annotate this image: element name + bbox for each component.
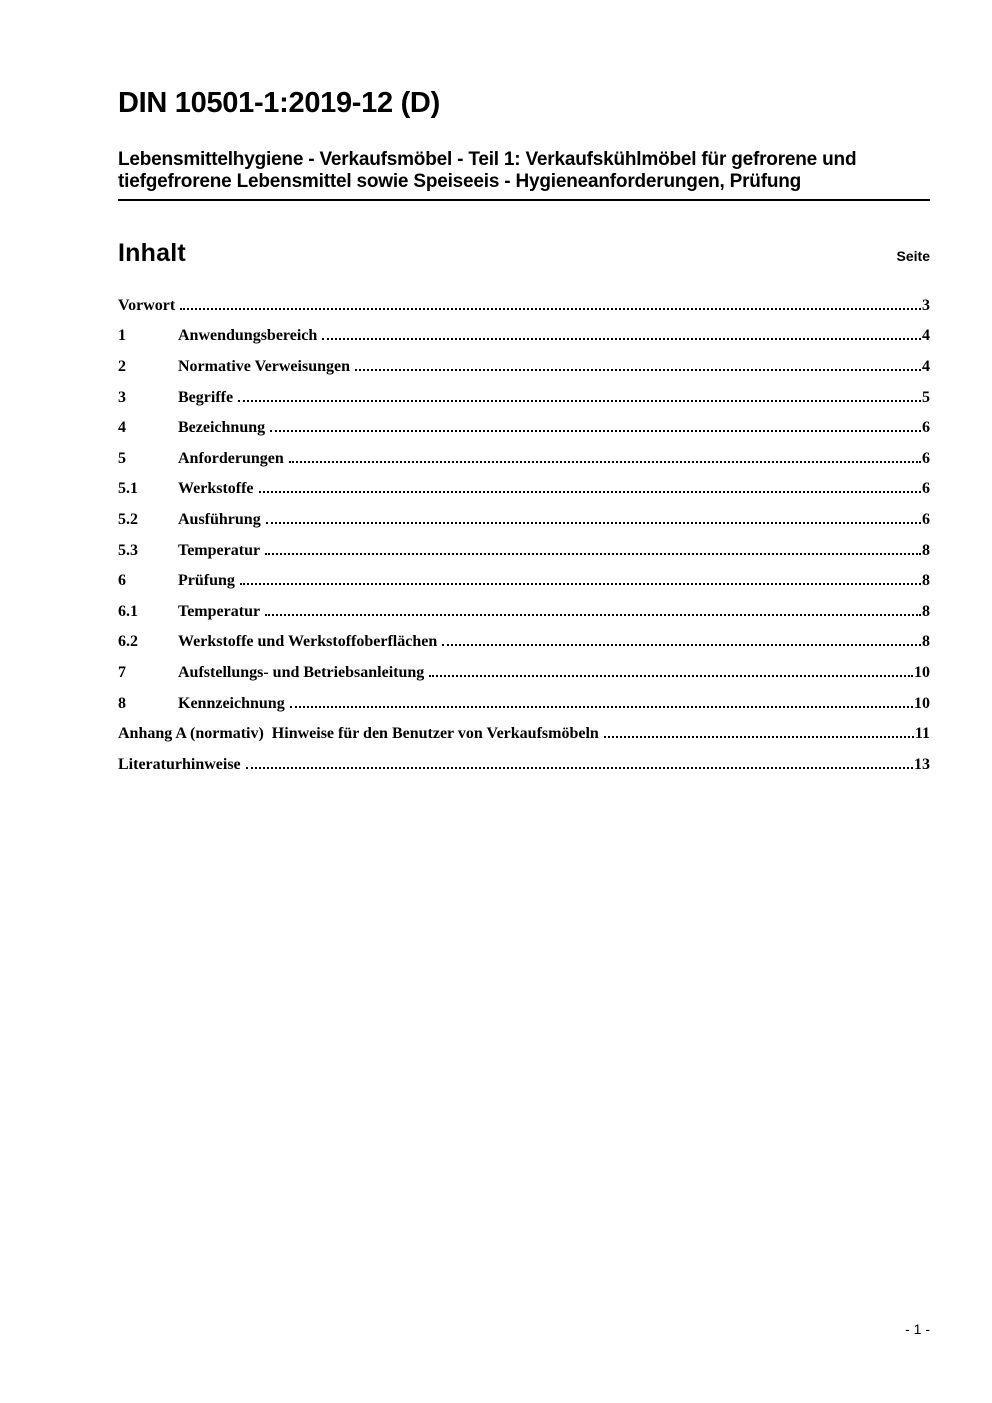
toc-entry <box>118 536 930 567</box>
toc-entry-label: Normative Verweisungen <box>178 358 350 376</box>
toc-entry <box>118 321 930 352</box>
document-subtitle <box>118 149 930 193</box>
toc-entry-page-number: 10 <box>914 664 930 682</box>
document-number-title: DIN 10501-1:2019-12 (D) <box>118 87 440 119</box>
toc-entry-label: Begriffe <box>178 388 234 406</box>
toc-dotted-leader <box>259 491 921 493</box>
toc-heading: Inhalt <box>118 238 186 267</box>
toc-dotted-leader <box>238 400 921 402</box>
toc-entry <box>118 597 930 628</box>
toc-entry <box>118 413 930 444</box>
toc-dotted-leader <box>289 461 921 463</box>
toc-dotted-leader <box>322 338 921 340</box>
toc-entry-label: Anforderungen <box>178 449 284 467</box>
toc-dotted-leader <box>442 644 921 646</box>
toc-entry <box>118 658 930 689</box>
toc-entry-number: 3 <box>118 388 126 406</box>
toc-entry-label: Temperatur <box>178 541 261 559</box>
toc-entry <box>118 505 930 536</box>
toc-dotted-leader <box>290 706 913 708</box>
footer-page-number: - 1 - <box>905 1321 930 1337</box>
toc-entry-page-number: 10 <box>914 694 930 712</box>
toc-entry-number: 6.1 <box>118 602 138 620</box>
toc-entry <box>118 383 930 414</box>
toc-entry-number: 6.2 <box>118 633 138 651</box>
toc-entry-label: Vorwort <box>118 296 176 314</box>
toc-entry <box>118 719 930 750</box>
toc-entry-page-number: 4 <box>922 327 930 345</box>
toc-list <box>118 291 930 781</box>
toc-entry-page-number: 11 <box>914 725 930 743</box>
toc-entry-page-number: 8 <box>922 541 930 559</box>
toc-entry-label: Anhang A (normativ) Hinweise für den Benutzer von Verkaufsmöbeln <box>118 725 599 743</box>
toc-entry-page-number: 5 <box>922 388 930 406</box>
toc-entry <box>118 444 930 475</box>
toc-dotted-leader <box>265 553 921 555</box>
toc-entry-label: Werkstoffe und Werkstoffoberflächen <box>178 633 438 651</box>
toc-entry-page-number: 6 <box>922 419 930 437</box>
toc-dotted-leader <box>265 614 921 616</box>
toc-entry-number: 6 <box>118 572 126 590</box>
toc-entry-label: Anwendungsbereich <box>178 327 318 345</box>
toc-entry-page-number: 8 <box>922 602 930 620</box>
toc-entry-page-number: 4 <box>922 358 930 376</box>
toc-entry <box>118 689 930 720</box>
title-divider-rule <box>118 199 930 201</box>
toc-dotted-leader <box>180 308 921 310</box>
toc-dotted-leader <box>246 767 913 769</box>
toc-entry-label: Literaturhinweise <box>118 755 241 773</box>
toc-dotted-leader <box>604 736 914 738</box>
toc-dotted-leader <box>266 522 921 524</box>
toc-entry <box>118 627 930 658</box>
toc-entry-label: Aufstellungs- und Betriebsanleitung <box>178 664 425 682</box>
toc-entry-number: 5 <box>118 449 126 467</box>
toc-entry <box>118 566 930 597</box>
toc-entry-number: 7 <box>118 664 126 682</box>
toc-entry-page-number: 6 <box>922 449 930 467</box>
toc-entry-page-number: 6 <box>922 480 930 498</box>
toc-entry-label: Werkstoffe <box>178 480 254 498</box>
toc-dotted-leader <box>429 675 913 677</box>
document-subtitle-line2: tiefgefrorene Lebensmittel sowie Speiseeis - Hygieneanforderungen, Prüfung <box>118 170 802 192</box>
toc-entry-label: Bezeichnung <box>178 419 266 437</box>
toc-entry-page-number: 3 <box>922 296 930 314</box>
toc-dotted-leader <box>355 369 921 371</box>
toc-dotted-leader <box>270 430 921 432</box>
toc-entry-number: 1 <box>118 327 126 345</box>
toc-page-column-label: Seite <box>896 247 930 264</box>
toc-entry-number: 5.1 <box>118 480 138 498</box>
toc-entry-page-number: 8 <box>922 572 930 590</box>
toc-entry-label: Kennzeichnung <box>178 694 285 712</box>
toc-dotted-leader <box>240 583 921 585</box>
toc-entry-page-number: 8 <box>922 633 930 651</box>
toc-header <box>118 239 930 268</box>
document-subtitle-line1: Lebensmittelhygiene - Verkaufsmöbel - Teil 1: Verkaufskühlmöbel für gefrorene und <box>118 148 857 170</box>
toc-entry <box>118 352 930 383</box>
toc-entry-number: 2 <box>118 358 126 376</box>
toc-entry <box>118 474 930 505</box>
toc-entry-number: 4 <box>118 419 126 437</box>
toc-entry-label: Ausführung <box>178 511 261 529</box>
toc-entry-number: 5.3 <box>118 541 138 559</box>
toc-entry-number: 8 <box>118 694 126 712</box>
toc-entry-page-number: 6 <box>922 511 930 529</box>
toc-entry-label: Temperatur <box>178 602 261 620</box>
toc-entry-page-number: 13 <box>914 755 930 773</box>
toc-entry <box>118 750 930 781</box>
toc-entry-label: Prüfung <box>178 572 235 590</box>
toc-entry-number: 5.2 <box>118 511 138 529</box>
toc-entry <box>118 291 930 322</box>
